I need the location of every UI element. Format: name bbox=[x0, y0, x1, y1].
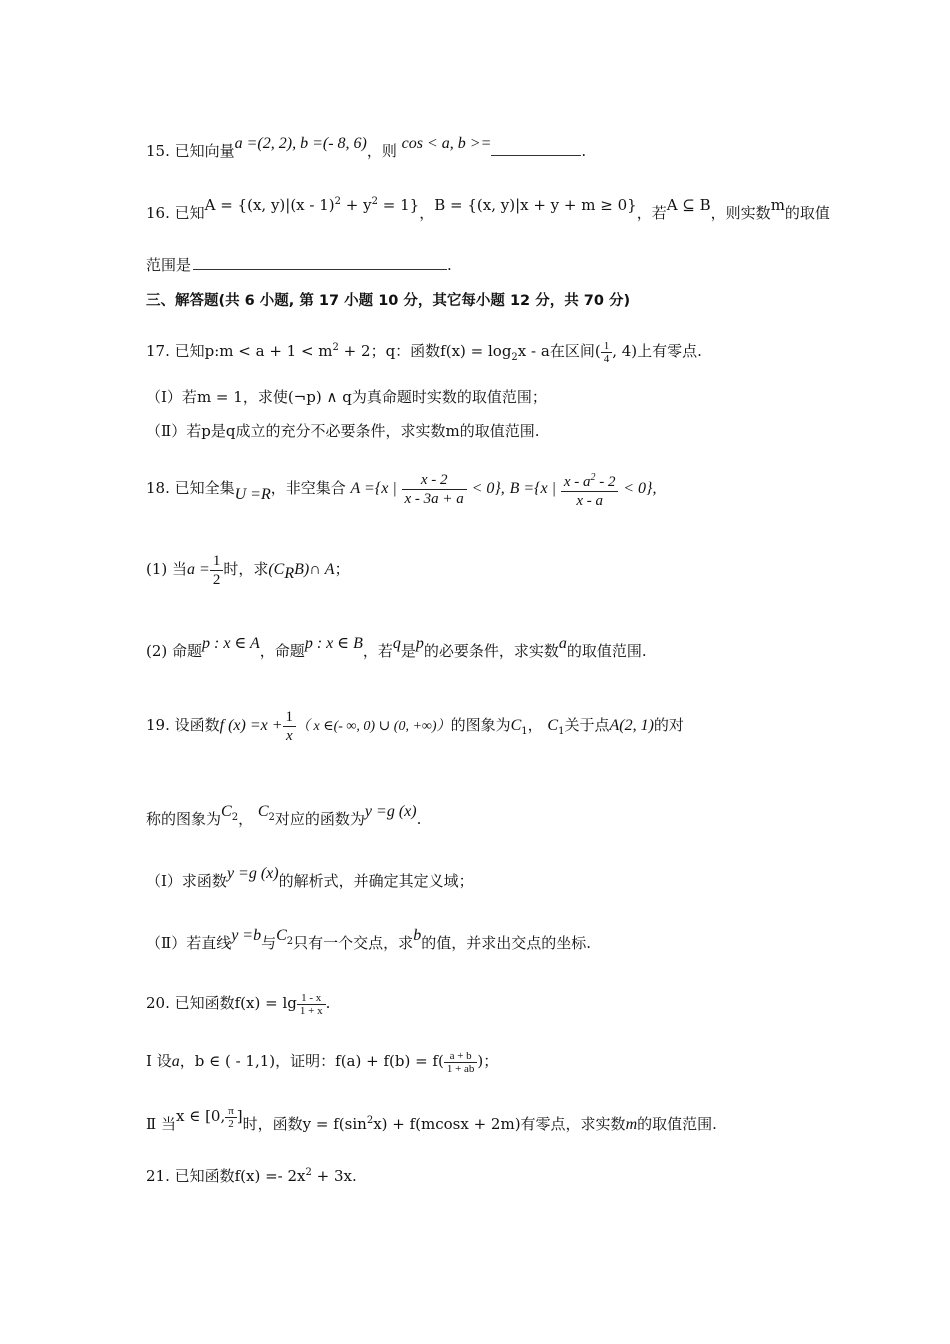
q20-ii-y: y = f(sin bbox=[302, 1115, 367, 1133]
q18-p1-subscript: R bbox=[284, 565, 295, 582]
q18-p2-pp: p bbox=[415, 635, 424, 652]
q19-text-4: 对应的函数为 bbox=[274, 810, 365, 828]
q17-ii-m: m bbox=[445, 422, 460, 440]
q18-p2-q: q bbox=[392, 635, 401, 652]
answer-blank bbox=[193, 255, 447, 270]
question-20 bbox=[146, 988, 850, 1018]
q17-q: ；q：函数 bbox=[370, 342, 441, 360]
q19-sep-2: ， bbox=[238, 810, 254, 828]
q20-i-label: Ⅰ 设 bbox=[146, 1052, 172, 1070]
q16-set-b: B = {(x, y)|x + y + m ≥ 0} bbox=[434, 196, 637, 214]
frac-num: 1 bbox=[210, 552, 224, 571]
q19-i-label: （Ⅰ）求函数 bbox=[146, 872, 227, 890]
frac-den: 4 bbox=[603, 352, 610, 365]
q20-fraction bbox=[297, 992, 326, 1017]
q17-i-m: m = 1 bbox=[196, 388, 243, 406]
q16-text-3: 的取值 bbox=[784, 204, 830, 222]
question-19-line-2 bbox=[146, 803, 850, 837]
question-16 bbox=[146, 196, 850, 224]
frac-num: x - 2 bbox=[402, 471, 467, 490]
sup: 2 bbox=[334, 196, 342, 207]
frac-den: 1 + x bbox=[299, 1004, 323, 1017]
q20-i-a: a bbox=[171, 1053, 180, 1070]
question-18-part-2 bbox=[146, 635, 850, 663]
q19-c1: C bbox=[510, 717, 522, 734]
q18-p2-p2: p : x ∈ B bbox=[304, 635, 363, 652]
q19-period: . bbox=[416, 810, 422, 828]
q20-i-end: ； bbox=[483, 1052, 499, 1070]
question-17 bbox=[146, 337, 850, 369]
q19-c2b: C bbox=[257, 803, 269, 820]
answer-blank bbox=[491, 141, 581, 156]
frac-den: 2 bbox=[228, 1117, 234, 1130]
question-18 bbox=[146, 468, 850, 510]
sup: 2 bbox=[371, 196, 378, 207]
q19-line2-text: 称的图象为 bbox=[146, 810, 222, 828]
q18-p2-label: (2) 命题 bbox=[146, 642, 203, 660]
q15-period: . bbox=[581, 142, 587, 160]
q17-ii-text-3: 的取值范围. bbox=[459, 422, 540, 440]
frac-num: 1 bbox=[283, 708, 297, 727]
q19-ii-text: 只有一个交点，求 bbox=[293, 934, 414, 952]
q16-m: m bbox=[770, 196, 785, 214]
question-17-part-ii bbox=[146, 420, 850, 442]
sub: 2 bbox=[286, 936, 294, 947]
q18-set-b-pre: B ={x | bbox=[509, 480, 557, 497]
q17-fraction bbox=[601, 340, 613, 365]
q17-function: f(x) = log bbox=[440, 342, 512, 360]
q21-period: . bbox=[352, 1167, 357, 1185]
q19-c1b: C bbox=[547, 717, 559, 734]
q20-ii-text-2: 有零点，求实数 bbox=[520, 1115, 626, 1133]
q18-p1-expr: (C bbox=[268, 561, 285, 578]
sup: 2 bbox=[366, 1115, 374, 1126]
q18-b-num: x - a bbox=[563, 473, 591, 490]
question-19 bbox=[146, 705, 850, 752]
q17-i-expression: (¬p) ∧ q bbox=[287, 388, 352, 406]
q18-p2-text-4: 的取值范围. bbox=[566, 642, 647, 660]
frac-num: 1 bbox=[601, 340, 613, 353]
q17-ii-label: （Ⅱ）若 bbox=[146, 422, 202, 440]
sub: 2 bbox=[231, 812, 239, 823]
q18-p2-text-2: ，若 bbox=[362, 642, 393, 660]
q17-text: 在区间 bbox=[549, 342, 595, 360]
frac-den: x bbox=[285, 727, 293, 744]
q19-i-g: y =g (x) bbox=[226, 865, 279, 882]
q19-ii-and: 与 bbox=[261, 934, 277, 952]
sup: 2 bbox=[332, 342, 339, 353]
q17-ii-text-2: 成立的充分不必要条件，求实数 bbox=[235, 422, 446, 440]
q20-ii-text: 时，函数 bbox=[242, 1115, 303, 1133]
q21-label: 21. 已知函数 bbox=[146, 1167, 235, 1185]
q18-p2-text: ，命题 bbox=[259, 642, 305, 660]
q17-p: p:m < a + 1 < m bbox=[204, 342, 333, 360]
q17-i-text: ，求使 bbox=[242, 388, 288, 406]
q20-function: f(x) = lg bbox=[234, 994, 297, 1012]
q17-ii-p: p bbox=[201, 422, 211, 440]
q19-text-2: 关于点 bbox=[564, 716, 610, 734]
q18-p1-label: (1) 当 bbox=[146, 560, 188, 578]
q18-set-b-post: < 0}, bbox=[623, 480, 657, 497]
q20-i-text: ，证明： bbox=[275, 1052, 336, 1070]
q18-p2-is: 是 bbox=[400, 642, 416, 660]
q20-i-expr: f(a) + f(b) = f( bbox=[335, 1052, 444, 1070]
frac-den: x - 3a + a bbox=[404, 490, 464, 507]
q16-sep: ， bbox=[419, 204, 435, 222]
q16-text: ，若 bbox=[636, 204, 667, 222]
question-18-part-1 bbox=[146, 549, 850, 594]
q19-sep: ， bbox=[527, 716, 543, 734]
q17-i-text-2: 为真命题时实数的取值范围； bbox=[351, 388, 547, 406]
q21-function-end: + 3x bbox=[311, 1167, 353, 1185]
q18-p1-text: 时，求 bbox=[223, 560, 269, 578]
q20-period: . bbox=[325, 994, 331, 1012]
q16-set-a: A = {(x, y)|(x - 1) bbox=[204, 196, 335, 214]
q16-period: . bbox=[447, 256, 452, 274]
q19-fraction bbox=[283, 708, 297, 745]
frac-den: 1 + ab bbox=[446, 1062, 475, 1075]
q19-ii-b: b bbox=[413, 927, 422, 944]
question-19-part-ii bbox=[146, 927, 850, 961]
q16-subset: A ⊆ B bbox=[666, 196, 711, 214]
q19-ii-text-2: 的值，并求出交点的坐标. bbox=[421, 934, 591, 952]
q18-universe: U =R bbox=[234, 486, 271, 503]
frac-num bbox=[561, 469, 619, 492]
q20-ii-m: m bbox=[625, 1116, 638, 1133]
q19-label: 19. 设函数 bbox=[146, 716, 220, 734]
q19-point: A(2, 1) bbox=[609, 717, 654, 734]
q19-text: 的图象为 bbox=[450, 716, 511, 734]
question-17-part-i bbox=[146, 386, 850, 408]
q18-label: 18. 已知全集 bbox=[146, 479, 235, 497]
q18-b-num-2: - 2 bbox=[595, 473, 616, 490]
sub: 2 bbox=[268, 812, 275, 823]
q18-p1-end: ； bbox=[334, 560, 350, 578]
q20-i-sep: ， bbox=[179, 1052, 195, 1070]
sup: 2 bbox=[590, 471, 596, 483]
q19-i-text: 的解析式，并确定其定义域； bbox=[278, 872, 474, 890]
q21-function: f(x) =- 2x bbox=[234, 1167, 306, 1185]
q18-set-b-fraction bbox=[561, 469, 619, 510]
q20-ii-text-3: 的取值范围. bbox=[637, 1115, 717, 1133]
q20-ii-fraction bbox=[225, 1105, 237, 1130]
q20-i-close: ) bbox=[477, 1052, 484, 1070]
q18-p2-a: a bbox=[558, 635, 567, 652]
sup: 2 bbox=[305, 1167, 312, 1178]
q15-text: ，则 bbox=[366, 142, 397, 160]
q17-p-end: + 2 bbox=[338, 342, 371, 360]
q18-text: ，非空集合 bbox=[270, 479, 346, 497]
q19-function: f (x) =x + bbox=[219, 717, 283, 734]
q17-ii-q: q bbox=[225, 422, 236, 440]
question-19-part-i bbox=[146, 865, 850, 893]
sub: 1 bbox=[558, 726, 565, 737]
q15-vectors: a =(2, 2), b =(- 8, 6) bbox=[234, 135, 367, 152]
q18-p1-expr-2: B)∩ A bbox=[294, 561, 335, 578]
q15-label: 15. 已知向量 bbox=[146, 142, 235, 160]
q20-ii-label: Ⅱ 当 bbox=[146, 1115, 176, 1133]
q19-g: y =g (x) bbox=[364, 803, 417, 820]
frac-num: a + b bbox=[444, 1050, 478, 1063]
q20-ii-x: x ∈ [0, bbox=[175, 1107, 226, 1125]
q19-ii-y: y =b bbox=[231, 927, 262, 944]
q18-set-a-post: < 0}, bbox=[471, 480, 505, 497]
q17-function-end: x - a bbox=[517, 342, 550, 360]
q17-label: 17. 已知 bbox=[146, 342, 205, 360]
q16-range-label: 范围是 bbox=[146, 256, 192, 274]
q16-set-a-end: = 1} bbox=[378, 196, 420, 214]
q18-set-a-fraction bbox=[402, 471, 467, 508]
frac-num: π bbox=[225, 1105, 237, 1118]
q19-ii-label: （Ⅱ）若直线 bbox=[146, 934, 232, 952]
q17-i-label: （Ⅰ）若 bbox=[146, 388, 197, 406]
q20-i-fraction bbox=[444, 1050, 478, 1075]
sub: 1 bbox=[521, 726, 528, 737]
question-20-part-i bbox=[146, 1046, 850, 1077]
q16-label: 16. 已知 bbox=[146, 204, 205, 222]
q17-paren: ( bbox=[594, 342, 601, 360]
frac-num: 1 - x bbox=[297, 992, 326, 1005]
q19-domain: （ x ∈(- ∞, 0) ∪ (0, +∞)） bbox=[296, 719, 451, 734]
q20-ii-y2: x) + f(mcosx + 2m) bbox=[373, 1115, 521, 1133]
frac-den: 2 bbox=[212, 571, 221, 588]
q19-text-3: 的对 bbox=[653, 716, 684, 734]
question-16-line-2 bbox=[146, 254, 850, 276]
question-20-part-ii bbox=[146, 1104, 850, 1142]
question-21 bbox=[146, 1162, 850, 1187]
section-heading: 三、解答题(共 6 小题, 第 17 小题 10 分，其它每小题 12 分，共 70 分) bbox=[146, 293, 631, 309]
q17-interval-end: , 4) bbox=[612, 342, 638, 360]
q16-set-a-part: + y bbox=[341, 196, 372, 214]
q19-ii-c: C bbox=[276, 927, 287, 944]
q20-ii-close: ] bbox=[236, 1107, 243, 1125]
q16-text-2: ，则实数 bbox=[710, 204, 771, 222]
q17-ii-text: 是 bbox=[210, 422, 226, 440]
frac-den: x - a bbox=[576, 492, 603, 509]
q17-tail: 上有零点. bbox=[637, 342, 702, 360]
q18-p1-fraction bbox=[210, 552, 224, 589]
q19-c2: C bbox=[221, 803, 232, 820]
q18-p2-p: p : x ∈ A bbox=[202, 635, 260, 652]
sub: 2 bbox=[511, 352, 518, 363]
q15-cos-expression: cos < a, b >= bbox=[401, 135, 492, 152]
question-15 bbox=[146, 135, 850, 163]
q20-i-b: b ∈ ( - 1,1) bbox=[194, 1052, 276, 1070]
q18-set-a-pre: A ={x | bbox=[350, 480, 397, 497]
q18-p2-text-3: 的必要条件，求实数 bbox=[423, 642, 559, 660]
q18-p1-a: a = bbox=[187, 561, 210, 578]
q20-label: 20. 已知函数 bbox=[146, 994, 235, 1012]
